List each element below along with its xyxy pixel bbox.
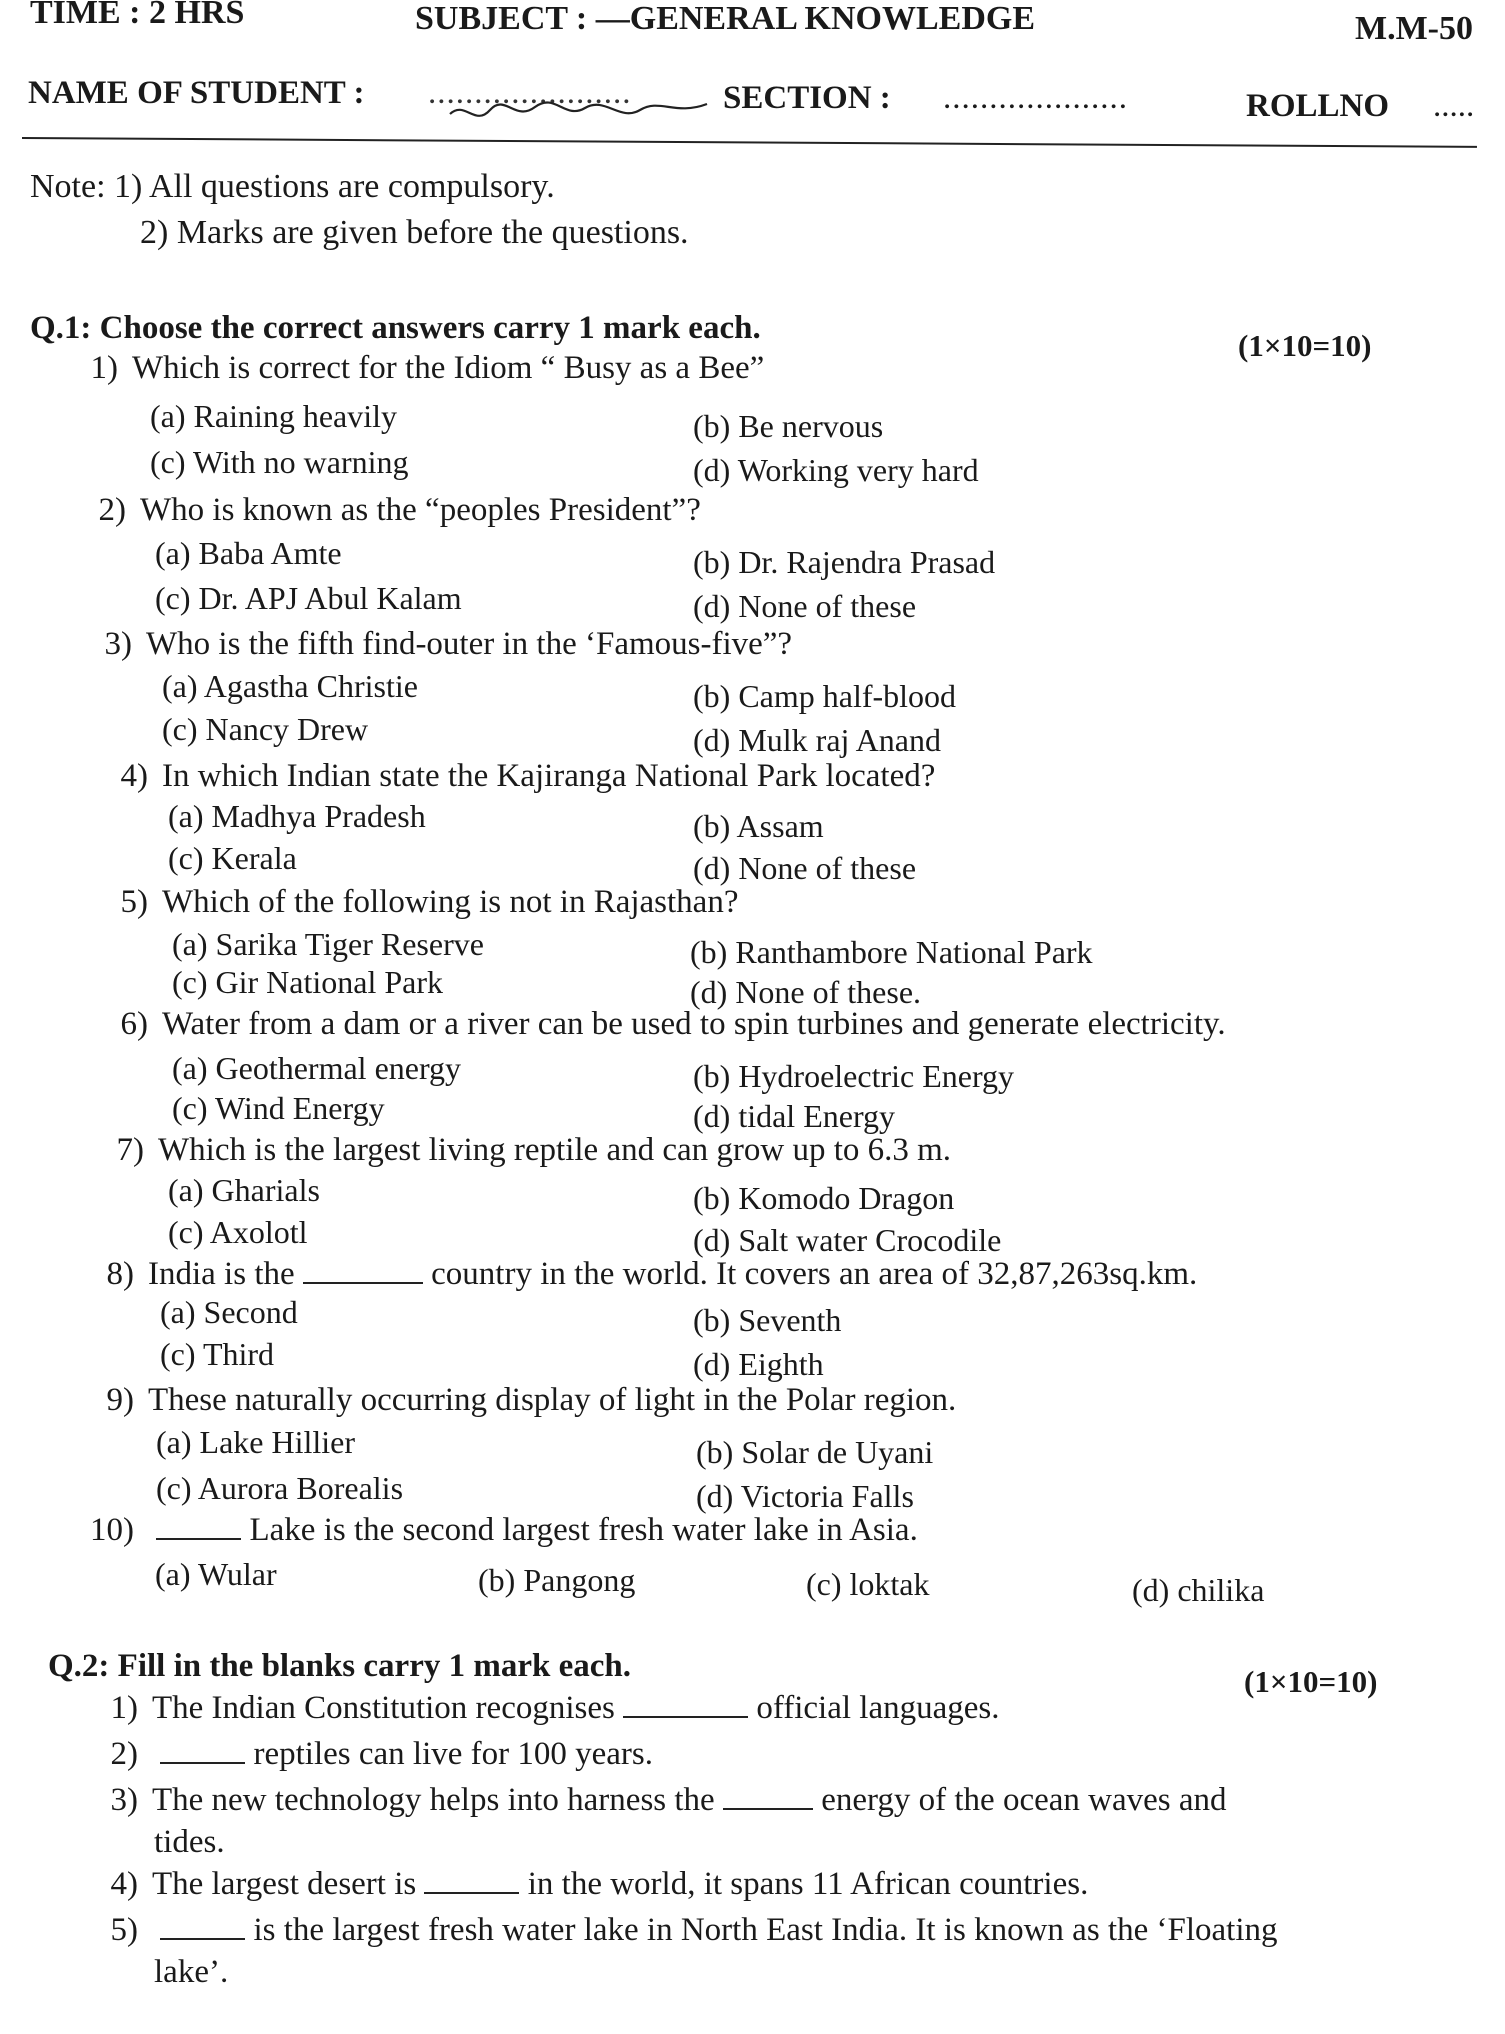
note-line-2: 2) Marks are given before the questions.: [140, 214, 689, 251]
mcq-7-question: 7) Which is the largest living reptile and can grow up to 6.3 m.: [116, 1132, 952, 1168]
mcq-10-blank: [156, 1514, 241, 1540]
handwritten-name-scribble: [445, 92, 715, 132]
mcq-8-option-a: (a) Second: [160, 1294, 298, 1330]
fill-3-blank: [723, 1784, 813, 1810]
mcq-8-option-c: (c) Third: [160, 1336, 275, 1372]
mcq-7-option-b: (b) Komodo Dragon: [693, 1180, 955, 1216]
mcq-2-option-c: (c) Dr. APJ Abul Kalam: [155, 580, 462, 616]
fill-1-blank: [623, 1692, 748, 1718]
q2-marks: (1×10=10): [1244, 1664, 1378, 1699]
mcq-1-option-c: (c) With no warning: [150, 444, 409, 480]
note-line-1: Note: 1) All questions are compulsory.: [30, 168, 555, 205]
mcq-6-option-b: (b) Hydroelectric Energy: [693, 1058, 1015, 1094]
exam-header: [0, 0, 1505, 70]
fill-4: 4) The largest desert is in the world, it spans 11 African countries.: [110, 1866, 1089, 1902]
mcq-7-option-a: (a) Gharials: [168, 1172, 320, 1208]
mcq-9-option-c: (c) Aurora Borealis: [156, 1470, 404, 1506]
fill-3: 3) The new technology helps into harness the energy of the ocean waves and: [110, 1782, 1227, 1818]
mcq-10-question: 10) Lake is the second largest fresh water lake in Asia.: [90, 1512, 918, 1548]
header-rule: [22, 137, 1477, 148]
mcq-10-option-a: (a) Wular: [155, 1556, 277, 1592]
mcq-4-option-b: (b) Assam: [693, 808, 824, 844]
mcq-1-question: 1) Which is correct for the Idiom “ Busy as a Bee”: [90, 350, 765, 386]
subject-label: SUBJECT : —GENERAL KNOWLEDGE: [415, 0, 1036, 37]
fill-5-continuation: lake’.: [154, 1954, 229, 1990]
time-label: TIME : 2 HRS: [30, 0, 245, 31]
mcq-2-question: 2) Who is known as the “peoples President”?: [98, 492, 701, 528]
mcq-6-option-c: (c) Wind Energy: [172, 1090, 385, 1126]
mcq-7-option-d: (d) Salt water Crocodile: [693, 1222, 1002, 1258]
q1-heading: Q.1: Choose the correct answers carry 1 mark each.: [30, 310, 761, 346]
mcq-10-option-b: (b) Pangong: [478, 1562, 636, 1598]
fill-2-blank: [160, 1738, 245, 1764]
name-label: NAME OF STUDENT :: [28, 75, 365, 111]
section-dots: ....................: [943, 80, 1128, 116]
mcq-1-option-b: (b) Be nervous: [693, 408, 884, 444]
mcq-1-option-d: (d) Working very hard: [693, 452, 979, 488]
mcq-6-option-a: (a) Geothermal energy: [172, 1050, 462, 1086]
fill-1: 1) The Indian Constitution recognises official languages.: [110, 1690, 1000, 1726]
fill-2: 2) reptiles can live for 100 years.: [110, 1736, 654, 1772]
mcq-6-question: 6) Water from a dam or a river can be used to spin turbines and generate electricity.: [120, 1006, 1226, 1042]
mcq-8-question: 8) India is the country in the world. It covers an area of 32,87,263sq.km.: [106, 1256, 1198, 1292]
mcq-3-question: 3) Who is the fifth find-outer in the ‘Famous-five”?: [104, 626, 793, 662]
fill-4-blank: [424, 1868, 519, 1894]
mcq-3-option-a: (a) Agastha Christie: [162, 668, 418, 704]
fill-5: 5) is the largest fresh water lake in North East India. It is known as the ‘Floating: [110, 1912, 1278, 1948]
q2-heading: Q.2: Fill in the blanks carry 1 mark each.: [48, 1648, 631, 1684]
mcq-2-option-b: (b) Dr. Rajendra Prasad: [693, 544, 996, 580]
section-label: SECTION :: [723, 80, 891, 116]
mcq-10-option-c: (c) loktak: [806, 1566, 930, 1602]
roll-dots: .....: [1433, 88, 1475, 124]
mcq-8-option-b: (b) Seventh: [693, 1302, 842, 1338]
fill-5-blank: [160, 1914, 245, 1940]
mcq-5-question: 5) Which of the following is not in Rajasthan?: [120, 884, 739, 920]
mcq-3-option-c: (c) Nancy Drew: [162, 711, 369, 747]
mcq-7-option-c: (c) Axolotl: [168, 1214, 308, 1250]
mcq-10-option-d: (d) chilika: [1132, 1572, 1265, 1608]
roll-label: ROLLNO: [1246, 88, 1390, 124]
mcq-1-option-a: (a) Raining heavily: [150, 398, 398, 434]
name-dots: ......................: [428, 75, 632, 111]
mcq-5-option-b: (b) Ranthambore National Park: [690, 934, 1093, 970]
mcq-9-question: 9) These naturally occurring display of light in the Polar region.: [106, 1382, 957, 1418]
mcq-9-option-d: (d) Victoria Falls: [696, 1478, 914, 1514]
mcq-3-option-b: (b) Camp half-blood: [693, 678, 957, 714]
mcq-4-option-c: (c) Kerala: [168, 840, 297, 876]
mcq-2-option-d: (d) None of these: [693, 588, 917, 624]
mcq-4-option-a: (a) Madhya Pradesh: [168, 798, 426, 834]
mcq-5-option-c: (c) Gir National Park: [172, 964, 444, 1000]
mcq-8-blank: [303, 1258, 423, 1284]
mcq-4-question: 4) In which Indian state the Kajiranga National Park located?: [120, 758, 936, 794]
mcq-9-option-b: (b) Solar de Uyani: [696, 1434, 934, 1470]
fill-3-continuation: tides.: [154, 1824, 225, 1860]
mcq-5-option-a: (a) Sarika Tiger Reserve: [172, 926, 484, 962]
mcq-4-option-d: (d) None of these: [693, 850, 917, 886]
q1-marks: (1×10=10): [1238, 328, 1372, 363]
max-marks-label: M.M-50: [1355, 10, 1474, 47]
mcq-6-option-d: (d) tidal Energy: [693, 1098, 896, 1134]
student-info-row: [28, 70, 1475, 132]
mcq-8-option-d: (d) Eighth: [693, 1346, 824, 1382]
mcq-9-option-a: (a) Lake Hillier: [156, 1424, 355, 1460]
mcq-2-option-a: (a) Baba Amte: [155, 535, 342, 571]
mcq-5-option-d: (d) None of these.: [690, 974, 922, 1010]
mcq-3-option-d: (d) Mulk raj Anand: [693, 722, 941, 758]
